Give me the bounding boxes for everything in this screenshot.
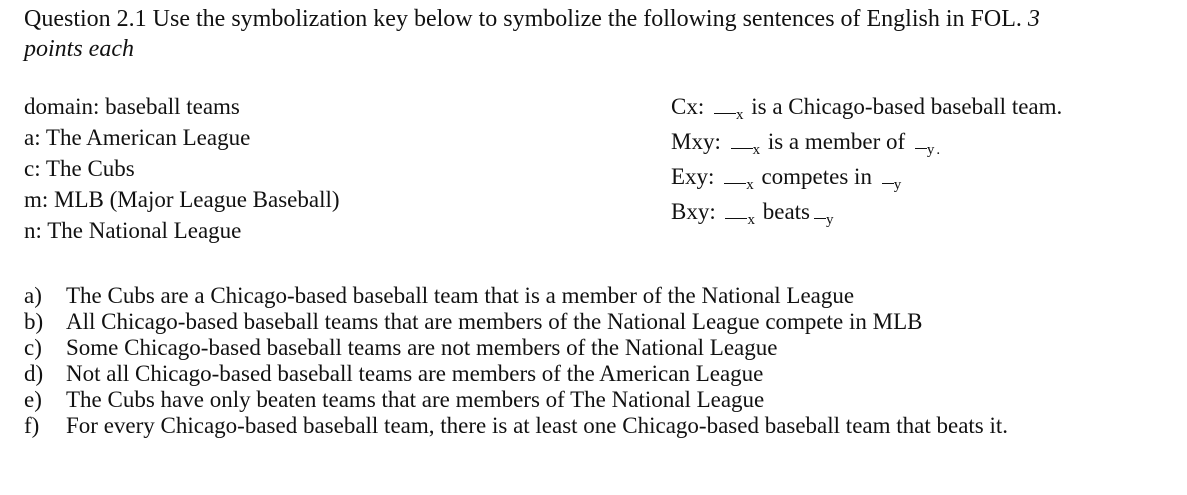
predicate-name: Mxy: xyxy=(671,129,721,154)
item-text: For every Chicago-based baseball team, there is at least one Chicago-based baseball team that beats it. xyxy=(66,413,1009,438)
variable-x: x xyxy=(746,177,754,193)
variable-x: x xyxy=(752,142,761,158)
predicate-name: Cx: xyxy=(671,94,705,119)
predicate-name: Bxy: xyxy=(671,199,716,224)
item-text: The Cubs have only beaten teams that are members of The National League xyxy=(66,387,765,412)
blank-line xyxy=(915,130,927,149)
blank-line xyxy=(882,165,894,184)
item-text: The Cubs are a Chicago-based baseball team that is a member of the National League xyxy=(66,283,855,308)
key-predicate-bxy xyxy=(671,196,1062,231)
key-domain: domain: baseball teams xyxy=(24,94,240,119)
variable-x: x xyxy=(747,212,755,228)
sentence-list xyxy=(24,283,1164,439)
list-item xyxy=(24,387,1164,413)
predicate-meaning: is a Chicago-based baseball team. xyxy=(751,94,1063,119)
predicate-meaning: competes in xyxy=(761,164,872,189)
item-label: c) xyxy=(24,335,42,360)
predicate-meaning: is a member of xyxy=(767,129,906,154)
question-label: Question 2.1 xyxy=(24,6,147,32)
item-text: Some Chicago-based baseball teams are not members of the National League xyxy=(66,335,778,360)
list-item xyxy=(24,361,1164,387)
item-text: All Chicago-based baseball teams that are members of the National League compete in MLB xyxy=(66,309,923,334)
variable-x: x xyxy=(735,107,744,123)
blank-line xyxy=(814,200,826,219)
item-text: Not all Chicago-based baseball teams are members of the American League xyxy=(66,361,764,386)
key-constant-a: a: The American League xyxy=(24,125,251,150)
symbolization-key-predicates xyxy=(671,91,1062,231)
list-item xyxy=(24,413,1164,439)
question-instruction: Use the symbolization key below to symbolize the following sentences of English in FOL. xyxy=(152,6,1022,32)
key-predicate-cx xyxy=(671,91,1062,126)
symbolization-key-constants xyxy=(24,91,340,246)
list-item xyxy=(24,335,1164,361)
item-label: e) xyxy=(24,387,42,412)
item-label: a) xyxy=(24,283,42,308)
key-predicate-exy xyxy=(671,161,1062,196)
key-constant-c: c: The Cubs xyxy=(24,156,135,181)
key-constant-n: n: The National League xyxy=(24,218,242,243)
item-label: b) xyxy=(24,309,44,334)
key-constant-m: m: MLB (Major League Baseball) xyxy=(24,187,340,212)
period: . xyxy=(936,142,941,158)
variable-y: y xyxy=(926,142,935,158)
variable-y: y xyxy=(826,212,834,228)
points-text: points each xyxy=(24,36,134,62)
blank-line xyxy=(731,130,753,149)
variable-y: y xyxy=(893,177,902,193)
question-header xyxy=(24,4,1174,64)
blank-line xyxy=(725,200,747,219)
points-number: 3 xyxy=(1027,6,1040,32)
item-label: d) xyxy=(24,361,44,386)
item-label: f) xyxy=(24,413,40,438)
key-predicate-mxy xyxy=(671,126,1062,161)
list-item xyxy=(24,283,1164,309)
list-item xyxy=(24,309,1164,335)
blank-line xyxy=(724,165,746,184)
blank-line xyxy=(714,95,736,114)
predicate-name: Exy: xyxy=(671,164,715,189)
predicate-meaning: beats xyxy=(762,199,810,224)
